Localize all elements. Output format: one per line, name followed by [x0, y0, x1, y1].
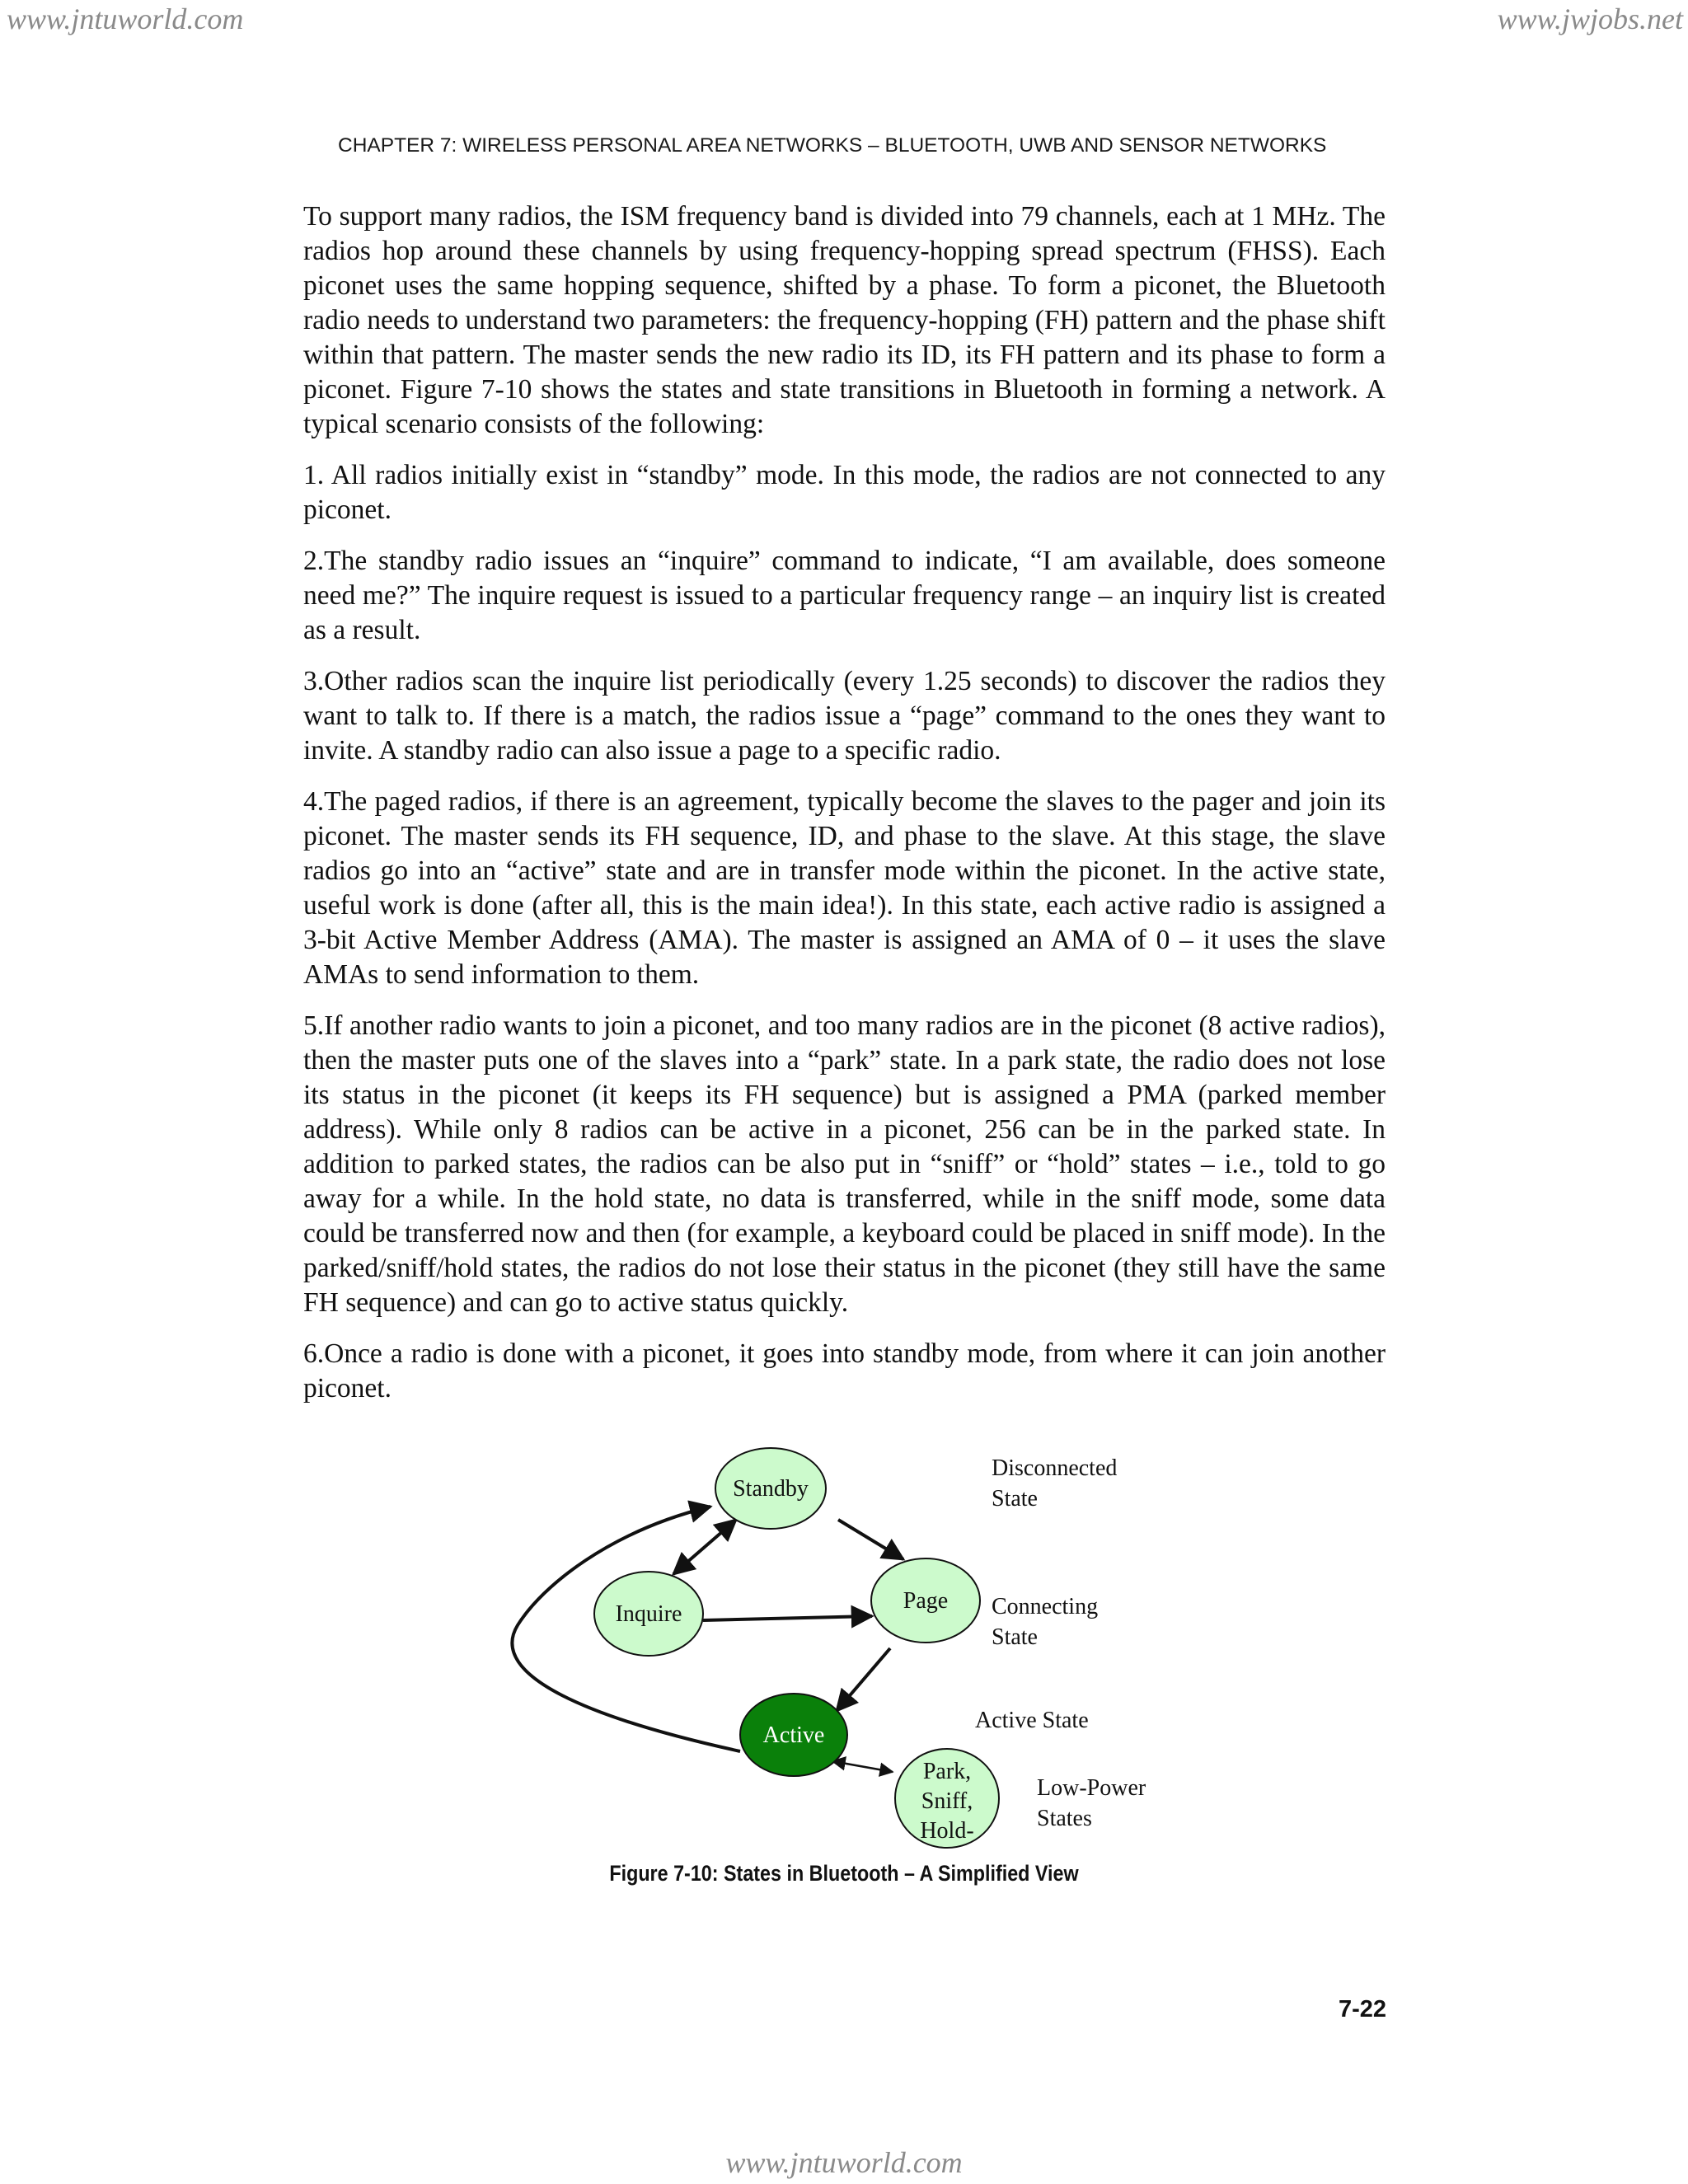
edge-inquire-page: [703, 1616, 872, 1620]
paragraph-intro: To support many radios, the ISM frequency band is divided into 79 channels, each at 1 MHz. The radios hop around these channels by using frequency-hopping spread spectrum (FHSS). Each piconet uses the same hopping sequence, shifted by a phase. To form a piconet, the Bluetooth radio needs to understand two parameters: the frequency-hopping (FH) pattern and the phase shift within that pattern. The master sends the new radio its ID, its FH pattern and its phase to form a piconet. Figure 7-10 shows the states and state transitions in Bluetooth in forming a network. A typical scenario consists of the following:: [303, 201, 1386, 439]
figure-caption: Figure 7-10: States in Bluetooth – A Simplified View: [609, 1861, 1079, 1886]
disconnected-state-label-line2: State: [992, 1486, 1038, 1511]
paragraph-step-1: 1. All radios initially exist in “standby” mode. In this mode, the radios are not connected to any piconet.: [303, 460, 1386, 525]
page-label: Page: [903, 1588, 949, 1614]
standby-label: Standby: [733, 1476, 809, 1502]
body-text: [303, 199, 1386, 1422]
inquire-label: Inquire: [615, 1601, 682, 1627]
watermark-top-left: www.jntuworld.com: [7, 2, 244, 35]
paragraph-step-3: 3.Other radios scan the inquire list periodically (every 1.25 seconds) to discover the radios they want to talk to. If there is a match, the radios issue a “page” command to the ones they want to invite. A standby radio can also issue a page to a specific radio.: [303, 666, 1386, 766]
paragraph-step-4: 4.The paged radios, if there is an agreement, typically become the slaves to the pager and join its piconet. The master sends its FH sequence, ID, and phase to the slave. At this stage, the slave radios go into an “active” state and are in transfer mode within the piconet. In the active state, useful work is done (after all, this is the main idea!). In this state, each active radio is assigned a 3-bit Active Member Address (AMA). The master is assigned an AMA of 0 – it uses the slave AMAs to send information to them.: [303, 786, 1386, 990]
chapter-header: CHAPTER 7: WIRELESS PERSONAL AREA NETWORKS – BLUETOOTH, UWB AND SENSOR NETWORKS: [338, 134, 1327, 157]
low-power-state-label-line1: Low-Power: [1037, 1775, 1146, 1801]
active-label: Active: [762, 1722, 825, 1748]
low-power-label-hold: Hold-: [920, 1818, 974, 1844]
edge-active-lowpower: [832, 1761, 893, 1772]
edge-standby-page: [838, 1520, 903, 1559]
low-power-state-label-line2: States: [1037, 1806, 1092, 1831]
state-diagram-svg: [495, 1434, 1170, 1863]
connecting-state-label-line1: Connecting: [992, 1594, 1099, 1619]
watermark-bottom: www.jntuworld.com: [725, 2146, 963, 2179]
paragraph-step-5: 5.If another radio wants to join a piconet, and too many radios are in the piconet (8 active radios), then the master puts one of the slaves into a “park” state. In a park state, the radio does not lose its status in the piconet (it keeps its FH sequence) but is assigned a PMA (parked member address). While only 8 radios can be active in a piconet, 256 can be in the parked state. In addition to parked states, the radios can be also put in “sniff” or “hold” states – i.e., told to go away for a while. In the hold state, no data is transferred, while in the sniff mode, some data could be transferred now and then (for example, a keyboard could be placed in sniff mode). In the parked/sniff/hold states, the radios do not lose their status in the piconet (they still have the same FH sequence) and can go to active status quickly.: [303, 1010, 1386, 1318]
edge-standby-inquire: [673, 1520, 736, 1574]
disconnected-state-label-line1: Disconnected: [992, 1455, 1118, 1481]
bluetooth-state-diagram: [495, 1434, 1170, 1863]
connecting-state-label-line2: State: [992, 1624, 1038, 1650]
paragraph-step-2: 2.The standby radio issues an “inquire” command to indicate, “I am available, does someone need me?” The inquire request is issued to a particular frequency range – an inquiry list is created as a result.: [303, 546, 1386, 645]
active-state-category-label: Active State: [975, 1708, 1089, 1733]
edge-page-active: [837, 1648, 890, 1711]
low-power-label-sniff: Sniff,: [921, 1788, 973, 1814]
page-number: 7-22: [1338, 1996, 1386, 2022]
watermark-top-right: www.jwjobs.net: [1497, 2, 1683, 35]
paragraph-step-6: 6.Once a radio is done with a piconet, it goes into standby mode, from where it can join another piconet.: [303, 1338, 1386, 1404]
low-power-label-park: Park,: [922, 1759, 972, 1784]
